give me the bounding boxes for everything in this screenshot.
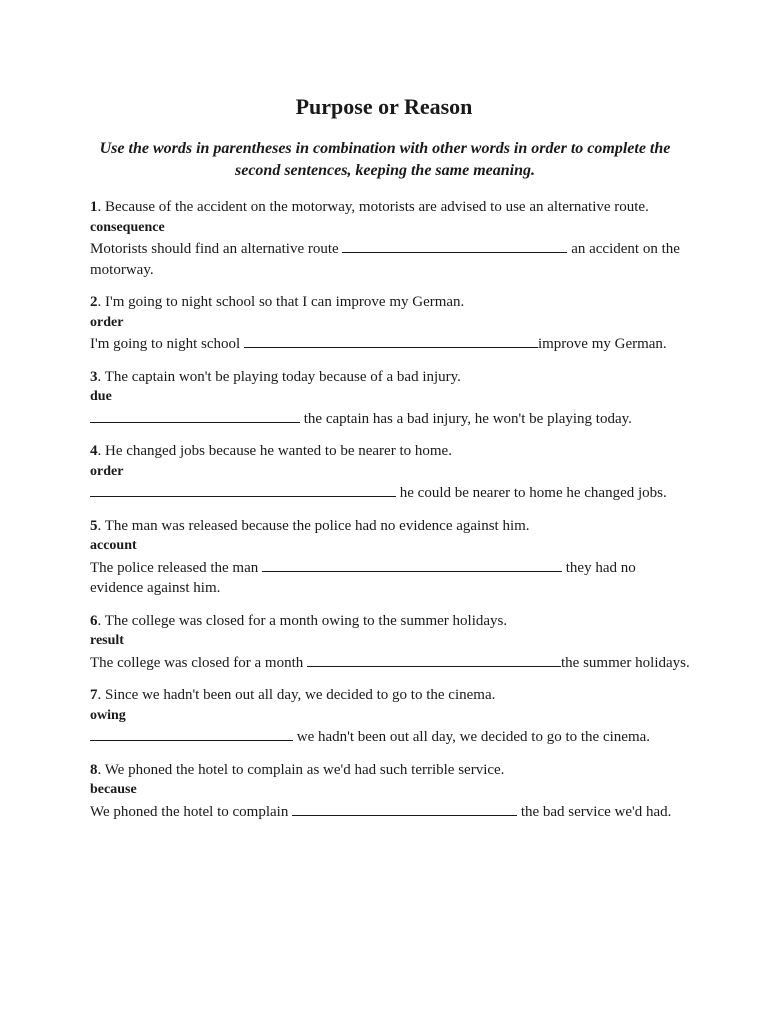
exercise-number: 8 xyxy=(90,761,98,778)
rewrite-after: he could be nearer to home he changed jobs. xyxy=(396,485,667,501)
rewrite-before: I'm going to night school xyxy=(90,336,244,352)
original-sentence xyxy=(90,760,690,781)
exercise-list xyxy=(90,197,690,834)
rewrite-sentence xyxy=(90,652,690,674)
exercise-item-6 xyxy=(90,611,690,674)
answer-blank[interactable] xyxy=(90,482,396,497)
rewrite-sentence xyxy=(90,482,690,504)
original-sentence xyxy=(90,197,690,218)
sentence-text: . The college was closed for a month owing to the summer holidays. xyxy=(97,612,508,629)
rewrite-before: Motorists should find an alternative route xyxy=(90,241,343,257)
keyword: due xyxy=(90,389,112,404)
exercise-number: 6 xyxy=(90,612,98,629)
exercise-number: 7 xyxy=(90,687,98,703)
rewrite-before: We phoned the hotel to complain xyxy=(90,803,293,820)
exercise-number: 2 xyxy=(90,294,98,310)
sentence-text: . He changed jobs because he wanted to be nearer to home. xyxy=(97,443,452,459)
sentence-text: . We phoned the hotel to complain as we'd had such terrible service. xyxy=(97,761,505,778)
exercise-item-2 xyxy=(90,292,690,355)
rewrite-after: the summer holidays. xyxy=(561,654,690,671)
exercise-number: 5 xyxy=(90,517,98,534)
keyword: owing xyxy=(90,707,126,723)
answer-blank[interactable] xyxy=(244,333,538,348)
exercise-item-3 xyxy=(90,367,690,430)
keyword: result xyxy=(90,633,124,648)
original-sentence xyxy=(90,441,690,462)
answer-blank[interactable] xyxy=(342,238,567,253)
rewrite-after: an accident on the motorway. xyxy=(90,241,684,278)
answer-blank[interactable] xyxy=(307,652,561,667)
rewrite-sentence xyxy=(90,333,690,355)
exercise-item-5 xyxy=(90,516,690,599)
rewrite-sentence xyxy=(90,408,690,430)
page-title: Purpose or Reason xyxy=(295,94,473,119)
sentence-text: . Because of the accident on the motorway, motorists are advised to use an alternative route. xyxy=(97,199,649,215)
sentence-text: . The man was released because the police had no evidence against him. xyxy=(97,517,530,534)
original-sentence xyxy=(90,292,690,313)
exercise-number: 3 xyxy=(90,368,98,385)
answer-blank[interactable] xyxy=(292,801,517,816)
answer-blank[interactable] xyxy=(90,408,300,423)
rewrite-sentence xyxy=(90,726,690,748)
keyword: account xyxy=(90,538,137,553)
rewrite-before: The college was closed for a month xyxy=(90,654,308,671)
exercise-number: 4 xyxy=(90,443,98,459)
exercise-item-8 xyxy=(90,760,690,823)
keyword: consequence xyxy=(90,219,165,235)
keyword: order xyxy=(90,314,124,330)
original-sentence xyxy=(90,611,690,632)
answer-blank[interactable] xyxy=(90,726,293,741)
exercise-item-4 xyxy=(90,441,690,504)
rewrite-sentence xyxy=(90,238,690,280)
keyword: because xyxy=(90,782,137,797)
original-sentence xyxy=(90,685,690,706)
instructions: Use the words in parentheses in combination with other words in order to complete the second sentences, keeping the same meaning. xyxy=(99,140,671,179)
exercise-item-1 xyxy=(90,197,690,280)
sentence-text: . I'm going to night school so that I can improve my German. xyxy=(97,294,465,310)
original-sentence xyxy=(90,367,690,388)
rewrite-before: The police released the man xyxy=(90,559,263,576)
rewrite-sentence xyxy=(90,557,690,599)
exercise-item-7 xyxy=(90,685,690,748)
exercise-number: 1 xyxy=(90,199,98,215)
rewrite-after: the captain has a bad injury, he won't be playing today. xyxy=(300,410,632,427)
rewrite-after: they had no evidence against him. xyxy=(90,559,640,596)
rewrite-after: we hadn't been out all day, we decided to go to the cinema. xyxy=(293,729,651,745)
rewrite-after: improve my German. xyxy=(537,336,667,352)
keyword: order xyxy=(90,463,124,479)
rewrite-sentence xyxy=(90,801,690,823)
original-sentence xyxy=(90,516,690,537)
rewrite-after: the bad service we'd had. xyxy=(517,803,672,820)
sentence-text: . The captain won't be playing today because of a bad injury. xyxy=(97,368,461,385)
answer-blank[interactable] xyxy=(262,557,562,572)
sentence-text: . Since we hadn't been out all day, we decided to go to the cinema. xyxy=(97,687,496,703)
